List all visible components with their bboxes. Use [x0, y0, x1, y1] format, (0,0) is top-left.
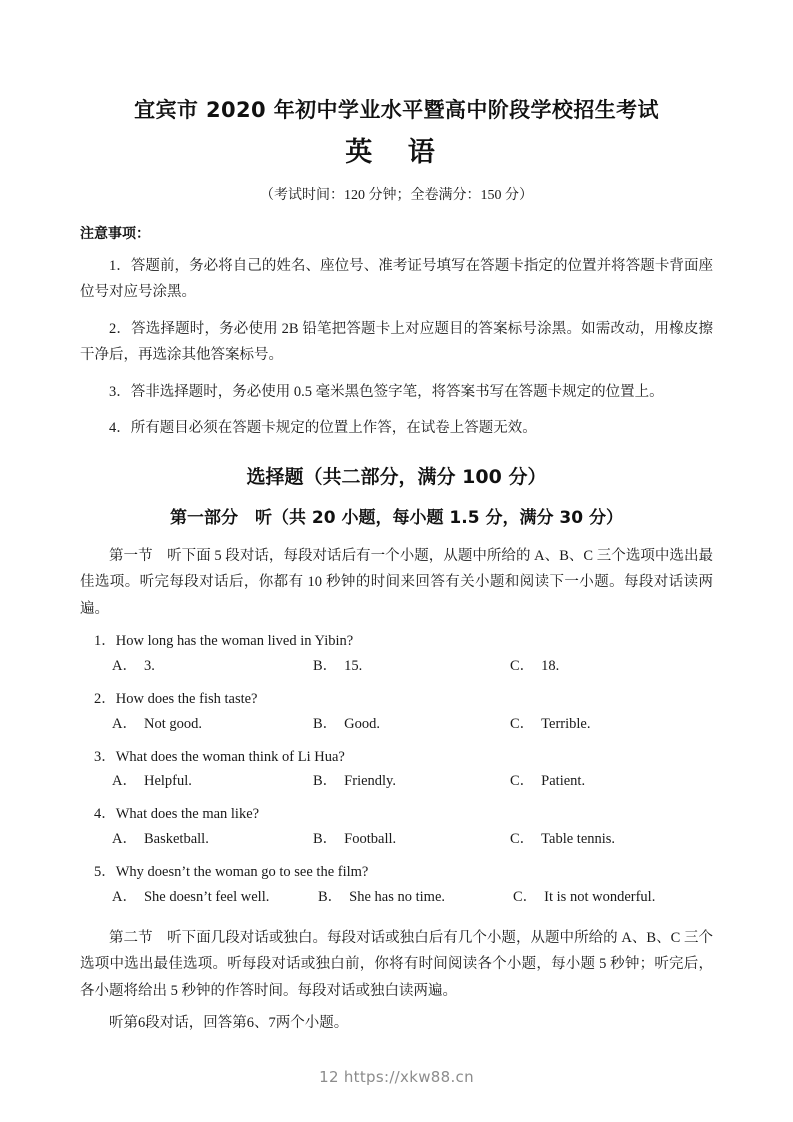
- option-c[interactable]: [510, 768, 585, 795]
- subject-title: 英 语: [345, 137, 448, 169]
- notice-item: 1．答题前，务必将自己的姓名、座位号、准考证号填写在答题卡指定的位置并将答题卡背面座位号对应号涂黑。: [80, 258, 713, 301]
- subsection-one-instructions: 第一节 听下面 5 段对话，每段对话后有一个小题，从题中所给的 A、B、C 三个选项中选出最佳选项。听完每段对话后，你都有 10 秒钟的时间来回答有关小题和阅读下一小题。每段对话读两遍。: [80, 547, 713, 617]
- question-text: Why doesn’t the woman go to see the film?: [115, 864, 369, 881]
- option-b-label: B．: [318, 888, 343, 905]
- question-text: How long has the woman lived in Yibin?: [115, 633, 354, 650]
- question-item: [80, 795, 713, 853]
- question-number: 5．: [94, 864, 116, 881]
- option-a-label: A．: [112, 773, 137, 790]
- question-stem: [80, 804, 713, 826]
- option-c-text: It is not wonderful.: [544, 888, 656, 905]
- option-c[interactable]: [510, 653, 559, 680]
- question-stem: [80, 747, 713, 769]
- option-a-text: 3.: [143, 657, 155, 674]
- option-a-label: A．: [112, 715, 137, 732]
- question-stem: [80, 631, 713, 653]
- question-number: 1．: [94, 633, 116, 650]
- option-b[interactable]: [313, 711, 380, 738]
- option-a[interactable]: [112, 711, 202, 738]
- question-item: [80, 853, 713, 911]
- option-b-label: B．: [313, 831, 338, 848]
- option-a[interactable]: [112, 768, 192, 795]
- question-options: [80, 826, 713, 853]
- question-options: [80, 653, 713, 680]
- option-c[interactable]: [513, 884, 655, 911]
- option-c[interactable]: [510, 826, 615, 853]
- option-a-text: Basketball.: [143, 831, 209, 848]
- option-c-label: C．: [513, 888, 538, 905]
- option-b-label: B．: [313, 773, 338, 790]
- option-a-label: A．: [112, 888, 137, 905]
- notice-section-label: 注意事项：: [80, 226, 150, 243]
- option-b[interactable]: [313, 768, 396, 795]
- notice-item: 4．所有题目必须在答题卡规定的位置上作答，在试卷上答题无效。: [109, 420, 537, 437]
- option-a-label: A．: [112, 657, 137, 674]
- option-a[interactable]: [112, 826, 209, 853]
- page-title: 宜宾市 2020 年初中学业水平暨高中阶段学校招生考试: [134, 98, 659, 122]
- question-text: How does the fish taste?: [115, 690, 258, 707]
- option-c-label: C．: [510, 657, 535, 674]
- part-one-heading: 第一部分 听（共 20 小题，每小题 1.5 分，满分 30 分）: [170, 507, 623, 528]
- question-stem: [80, 862, 713, 884]
- subsection-two-instructions: 第二节 听下面几段对话或独白。每段对话或独白后有几个小题，从题中所给的 A、B、C 三个选项中选出最佳选项。听每段对话或独白前，你将有时间阅读各个小题，每小题 5 秒钟；听完后，各小题将给出 5 秒钟的作答时间。每段对话或独白读两遍。: [80, 929, 713, 999]
- question-text: What does the man like?: [115, 806, 260, 823]
- question-number: 3．: [94, 748, 116, 765]
- option-a-text: Not good.: [143, 715, 202, 732]
- question-options: [80, 711, 713, 738]
- notice-item: 3．答非选择题时，务必使用 0.5 毫米黑色签字笔，将答案书写在答题卡规定的位置上。: [109, 383, 664, 400]
- question-item: [80, 622, 713, 680]
- option-c-text: 18.: [541, 657, 560, 674]
- listening-passage-note: 听第6段对话，回答第6、7两个小题。: [109, 1014, 349, 1031]
- notice-list: [80, 243, 713, 442]
- question-stem: [80, 689, 713, 711]
- option-c[interactable]: [510, 711, 590, 738]
- option-c-text: Terrible.: [541, 715, 591, 732]
- option-b-text: Friendly.: [344, 773, 396, 790]
- question-list: [80, 622, 713, 911]
- option-a[interactable]: [112, 884, 269, 911]
- option-b[interactable]: [313, 653, 362, 680]
- option-c-text: Patient.: [541, 773, 586, 790]
- question-item: [80, 738, 713, 796]
- notice-item: 2．答选择题时，务必使用 2B 铅笔把答题卡上对应题目的答案标号涂黑。如需改动，用橡皮擦干净后，再选涂其他答案标号。: [80, 320, 713, 363]
- question-item: [80, 680, 713, 738]
- option-b[interactable]: [318, 884, 445, 911]
- option-b[interactable]: [313, 826, 396, 853]
- option-a-label: A．: [112, 831, 137, 848]
- option-b-label: B．: [313, 715, 338, 732]
- option-b-text: 15.: [344, 657, 363, 674]
- option-c-label: C．: [510, 715, 535, 732]
- question-number: 4．: [94, 806, 116, 823]
- question-options: [80, 884, 713, 911]
- option-b-text: Good.: [344, 715, 381, 732]
- option-a-text: Helpful.: [143, 773, 192, 790]
- question-text: What does the woman think of Li Hua?: [115, 748, 345, 765]
- exam-meta-line: （考试时间：120 分钟；全卷满分：150 分）: [260, 188, 533, 203]
- choice-section-heading: 选择题（共二部分，满分 100 分）: [246, 466, 547, 489]
- option-b-text: Football.: [344, 831, 397, 848]
- option-c-text: Table tennis.: [541, 831, 616, 848]
- question-number: 2．: [94, 690, 116, 707]
- option-c-label: C．: [510, 773, 535, 790]
- footer-watermark: 12 https://xkw88.cn: [319, 1068, 474, 1086]
- option-a[interactable]: [112, 653, 155, 680]
- option-b-text: She has no time.: [349, 888, 446, 905]
- option-a-text: She doesn’t feel well.: [143, 888, 270, 905]
- option-c-label: C．: [510, 831, 535, 848]
- question-options: [80, 768, 713, 795]
- option-b-label: B．: [313, 657, 338, 674]
